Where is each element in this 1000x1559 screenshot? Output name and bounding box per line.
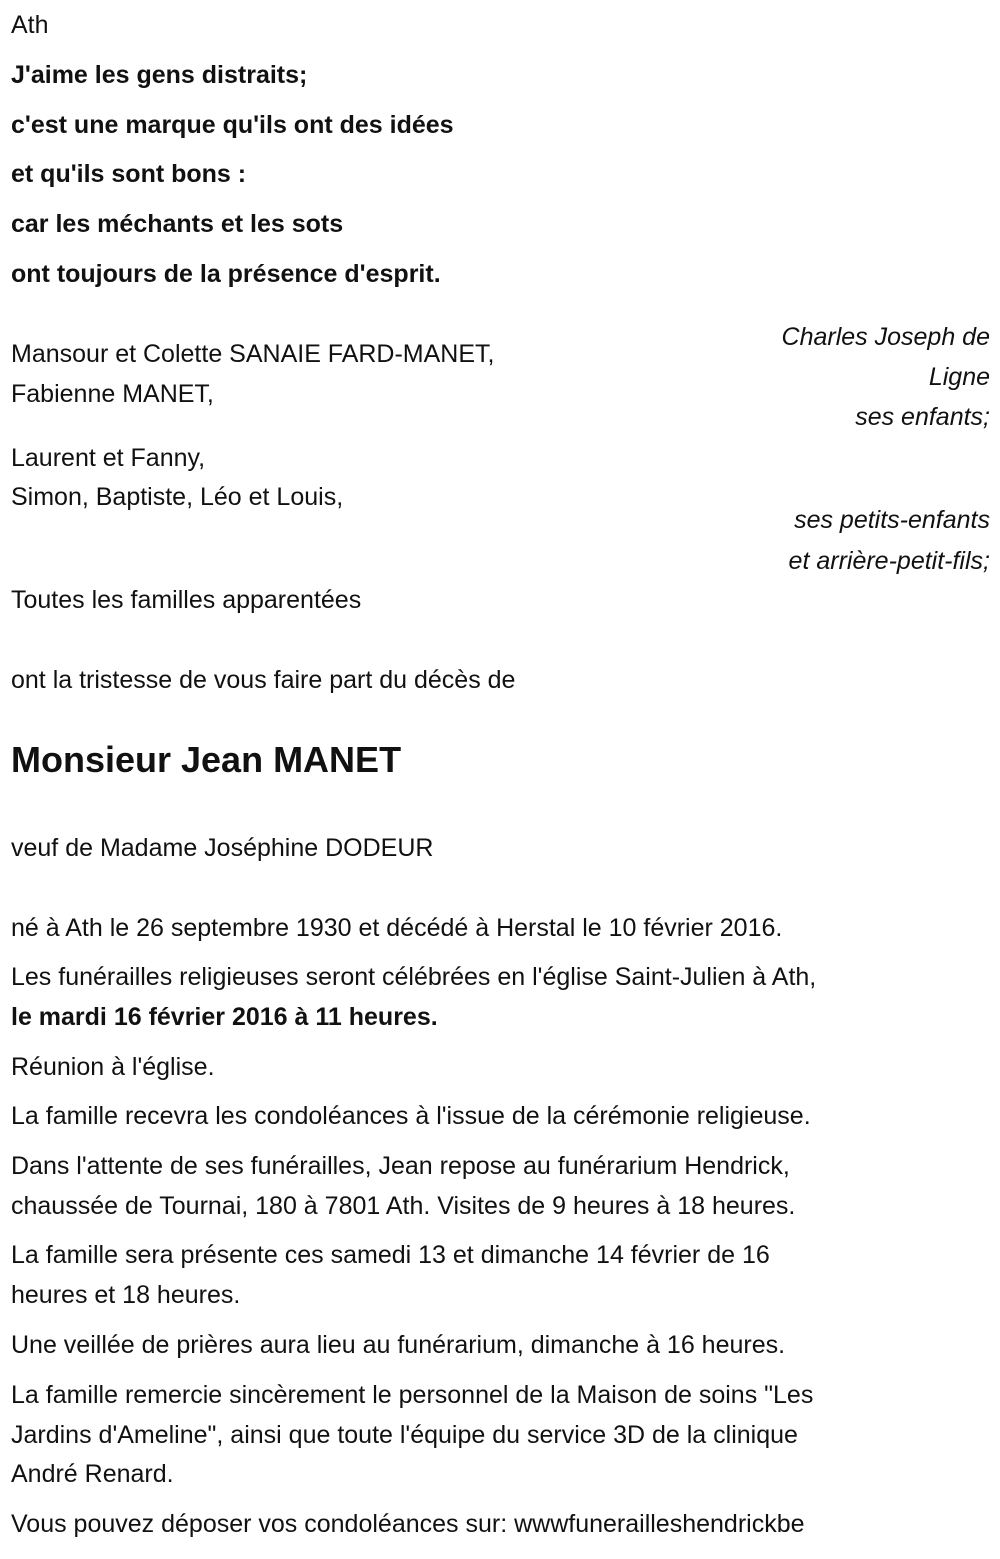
info-line: chaussée de Tournai, 180 à 7801 Ath. Visites de 9 heures à 18 heures. (11, 1192, 796, 1220)
info-line: Les funérailles religieuses seront célébrées en l'église Saint-Julien à Ath, (11, 963, 817, 991)
poem-author: Ligne (928, 363, 990, 391)
info-line: heures et 18 heures. (11, 1281, 241, 1309)
poem-line: et qu'ils sont bons : (11, 160, 247, 188)
info-line: André Renard. (11, 1460, 174, 1488)
info-line: Dans l'attente de ses funérailles, Jean repose au funérarium Hendrick, (11, 1152, 790, 1180)
info-line: né à Ath le 26 septembre 1930 et décédé à Herstal le 10 février 2016. (11, 914, 783, 942)
place: Ath (11, 11, 49, 39)
info-line: Une veillée de prières aura lieu au funérarium, dimanche à 16 heures. (11, 1331, 786, 1359)
deceased-name: Monsieur Jean MANET (11, 739, 402, 780)
poem-line: J'aime les gens distraits; (11, 61, 308, 89)
poem-author: Charles Joseph de (781, 323, 990, 351)
info-line: La famille remercie sincèrement le personnel de la Maison de soins "Les (11, 1381, 814, 1409)
poem-line: c'est une marque qu'ils ont des idées (11, 111, 454, 139)
info-line: le mardi 16 février 2016 à 11 heures. (11, 1003, 438, 1031)
grandchildren-label: ses petits-enfants (794, 506, 990, 534)
poem-line: car les méchants et les sots (11, 210, 344, 238)
widower: veuf de Madame Joséphine DODEUR (11, 834, 434, 862)
condolences-line: Vous pouvez déposer vos condoléances sur: wwwfunerailleshendrickbe (11, 1510, 805, 1538)
grandchildren: Laurent et Fanny, (11, 444, 206, 472)
children: Mansour et Colette SANAIE FARD-MANET, (11, 340, 495, 368)
info-line: Jardins d'Ameline", ainsi que toute l'équipe du service 3D de la clinique (11, 1421, 798, 1449)
announce: ont la tristesse de vous faire part du décès de (11, 666, 516, 694)
families: Toutes les familles apparentées (11, 586, 362, 614)
poem-line: ont toujours de la présence d'esprit. (11, 260, 441, 288)
info-line: La famille sera présente ces samedi 13 et dimanche 14 février de 16 (11, 1241, 770, 1269)
info-line: Réunion à l'église. (11, 1053, 215, 1081)
grandchildren: Simon, Baptiste, Léo et Louis, (11, 483, 344, 511)
children: Fabienne MANET, (11, 380, 214, 408)
info-line: La famille recevra les condoléances à l'issue de la cérémonie religieuse. (11, 1102, 811, 1130)
children-label: ses enfants; (855, 403, 990, 431)
grandchildren-label: et arrière-petit-fils; (788, 547, 990, 575)
